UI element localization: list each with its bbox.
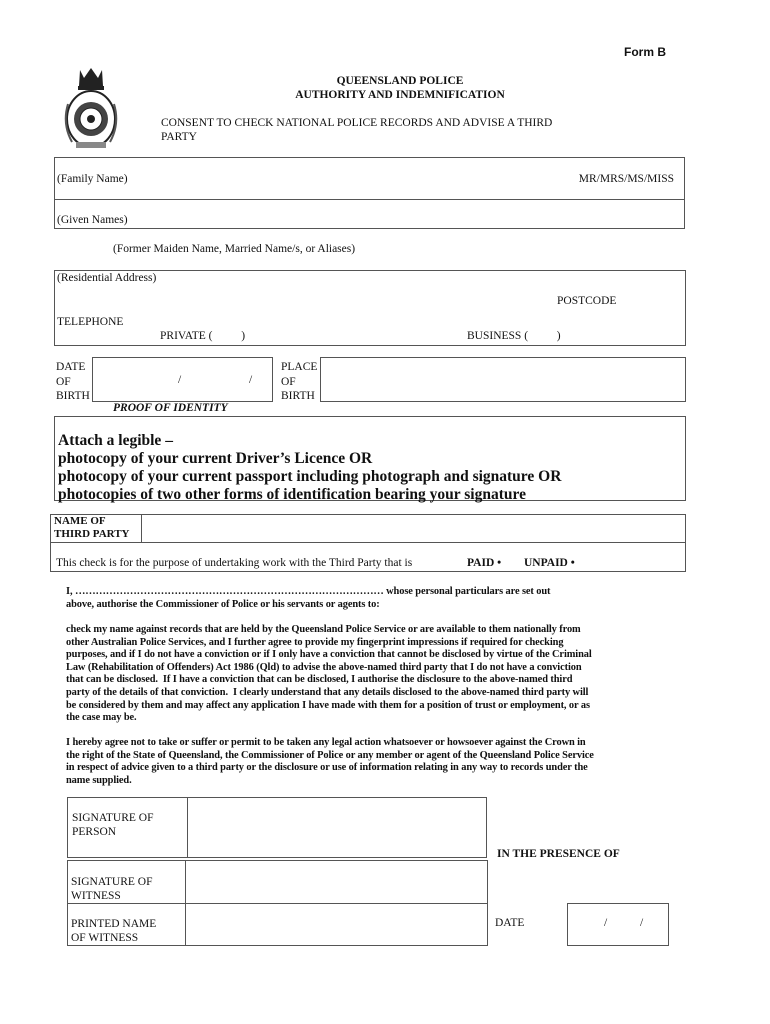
given-names-field[interactable]: (Given Names) <box>57 214 128 226</box>
dob-label-line: BIRTH <box>56 390 90 402</box>
subtitle-line-2: PARTY <box>161 130 197 143</box>
unpaid-option[interactable]: UNPAID • <box>524 557 575 569</box>
label-line: WITNESS <box>71 890 121 902</box>
text-line: I hereby agree not to take or suffer or permit to be taken any legal action whatsoever or howsoever against the Crown in <box>66 737 586 748</box>
pob-label <box>281 360 317 404</box>
text-line: Law (Rehabilitation of Offenders) Act 1986 (Qld) to advise the above-named third party that I do not have a conviction <box>66 661 582 673</box>
in-presence-of-label: IN THE PRESENCE OF <box>497 848 620 860</box>
text-line: the right of the State of Queensland, the Commissioner of Police or any member or agent of the Queensland Police Service <box>66 749 594 761</box>
business-phone-field[interactable]: BUSINESS ( ) <box>467 330 561 342</box>
title-line-1: QUEENSLAND POLICE <box>336 75 464 87</box>
indemnification-paragraph <box>66 737 706 787</box>
subtitle-line-1: CONSENT TO CHECK NATIONAL POLICE RECORDS AND ADVISE A THIRD <box>161 117 553 129</box>
private-phone-field[interactable]: PRIVATE ( ) <box>160 330 246 342</box>
form-label: Form B <box>624 45 666 59</box>
text-line: be considered by them and may affect any application I have made with them for a position of trust or employment, or as <box>66 699 590 711</box>
place-of-birth-field[interactable] <box>320 357 686 402</box>
date-separator: / <box>249 374 253 386</box>
date-of-birth-field[interactable] <box>92 357 273 402</box>
authorisation-paragraph-1 <box>66 586 706 611</box>
signature-witness-label <box>71 875 152 903</box>
identity-line: photocopies of two other forms of identification bearing your signature <box>58 486 526 503</box>
label-line: SIGNATURE OF <box>71 876 153 888</box>
signature-person-field[interactable] <box>188 798 486 857</box>
identity-box <box>54 416 686 501</box>
third-party-name-field[interactable] <box>142 515 685 542</box>
dob-label-line: DATE <box>56 361 86 373</box>
residential-address-field[interactable]: (Residential Address) <box>57 272 157 284</box>
pob-label-line: BIRTH <box>281 390 315 402</box>
printed-name-label <box>71 917 156 945</box>
identity-line: photocopy of your current passport including photograph and signature OR <box>58 468 562 485</box>
label-line: THIRD PARTY <box>54 528 130 540</box>
label-line: OF WITNESS <box>71 932 139 944</box>
date-separator: / <box>604 917 608 929</box>
name-box <box>54 157 685 229</box>
date-separator: / <box>178 374 182 386</box>
title <box>250 74 550 102</box>
text-line: purposes, and if I do not have a conviction or if I only have a conviction that cannot be disclosed by virtue of the Criminal <box>66 649 592 661</box>
text-line: check my name against records that are held by the Queensland Police Service or are available to them nationally from <box>66 624 581 635</box>
date-field[interactable] <box>567 903 669 946</box>
purpose-text: This check is for the purpose of undertaking work with the Third Party that is <box>56 557 413 569</box>
title-options: MR/MRS/MS/MISS <box>578 173 674 185</box>
queensland-police-crest-logo <box>62 64 120 152</box>
text-line: in respect of advice given to a third party or the disclosure or use of information relating in any way to records under the <box>66 762 588 774</box>
former-names-field[interactable]: (Former Maiden Name, Married Name/s, or Aliases) <box>113 243 356 255</box>
divider <box>50 542 686 543</box>
printed-name-field[interactable] <box>186 904 487 945</box>
divider <box>54 199 685 200</box>
label-line: NAME OF <box>54 515 106 527</box>
dob-label <box>56 360 90 404</box>
label-line: PERSON <box>72 826 117 838</box>
signature-person-label <box>72 811 153 839</box>
identity-line: photocopy of your current Driver’s Licence OR <box>58 450 373 467</box>
text-line: I, ……………………………………………………………………………… whose personal particulars are set out <box>66 586 551 597</box>
text-line: the case may be. <box>66 712 137 724</box>
subtitle <box>161 117 552 144</box>
telephone-label: TELEPHONE <box>57 316 124 328</box>
signature-witness-field[interactable] <box>186 861 487 903</box>
postcode-field[interactable]: POSTCODE <box>557 295 617 307</box>
dob-label-line: OF <box>56 375 71 388</box>
text-line: party of the details of that conviction. I clearly understand that any details disclosed to the above-named third party will <box>66 686 589 698</box>
text-line: above, authorise the Commissioner of Police or his servants or agents to: <box>66 598 380 610</box>
identity-line: Attach a legible – <box>58 432 173 449</box>
third-party-label <box>54 515 130 541</box>
text-line: that can be disclosed. If I have a conviction that can be disclosed, I authorise the disclosure to the above-named third <box>66 674 573 686</box>
label-line: SIGNATURE OF <box>72 812 154 824</box>
pob-label-line: PLACE <box>281 361 318 373</box>
proof-of-identity-heading: PROOF OF IDENTITY <box>113 402 228 414</box>
label-line: PRINTED NAME <box>71 918 157 930</box>
family-name-field[interactable]: (Family Name) <box>57 173 128 185</box>
date-label: DATE <box>495 917 525 929</box>
text-line: name supplied. <box>66 774 132 786</box>
title-line-2: AUTHORITY AND INDEMNIFICATION <box>295 89 505 101</box>
paid-option[interactable]: PAID • <box>467 557 502 569</box>
text-line: other Australian Police Services, and I further agree to provide my fingerprint impressions if required for checking <box>66 636 564 648</box>
date-separator: / <box>640 917 644 929</box>
pob-label-line: OF <box>281 375 296 388</box>
authorisation-paragraph-2 <box>66 624 706 725</box>
